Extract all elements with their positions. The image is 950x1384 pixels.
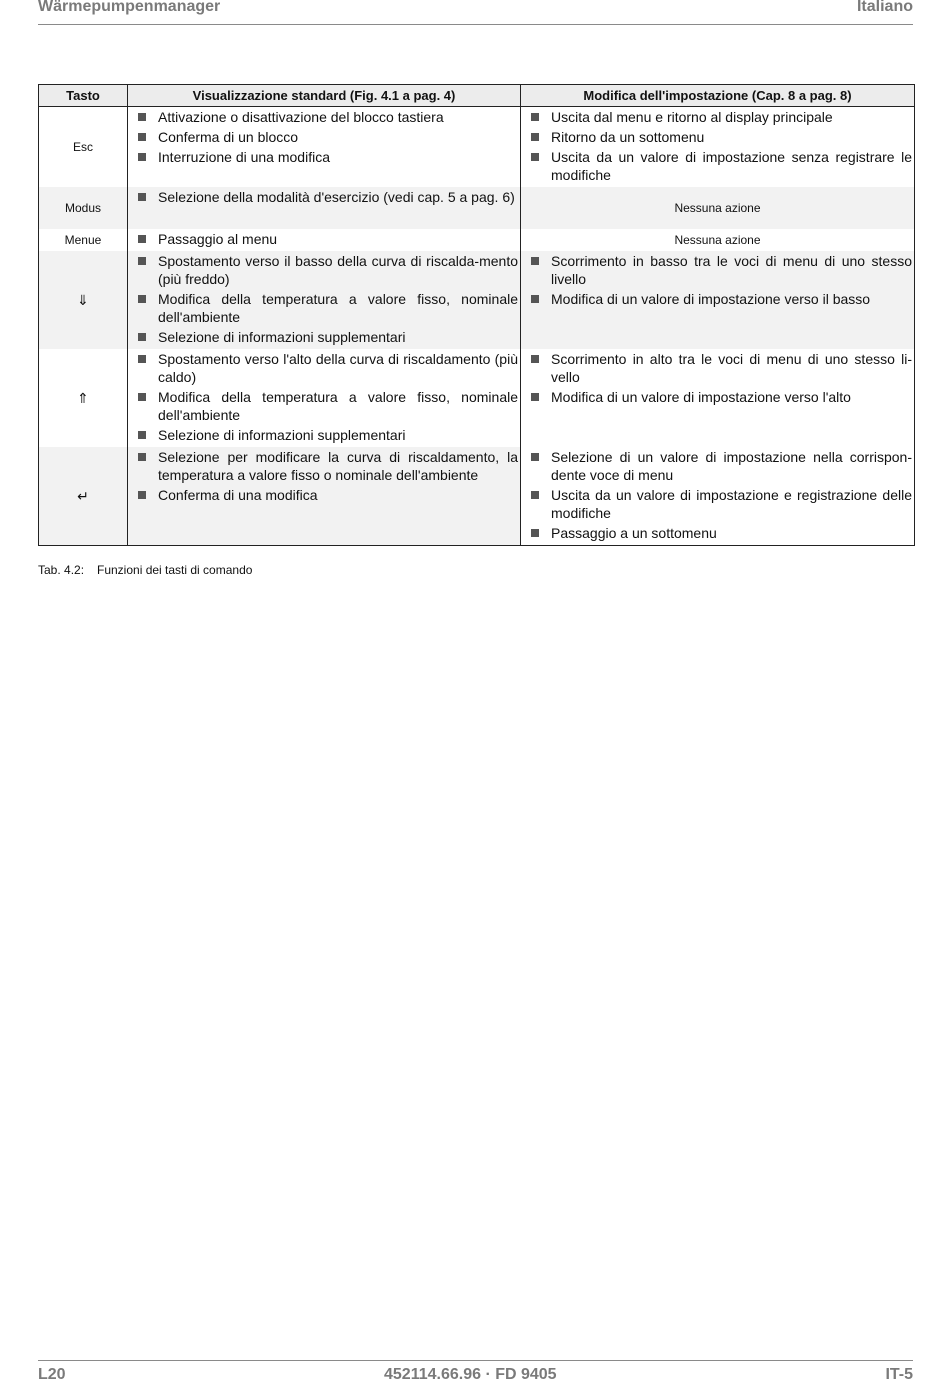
- table-row-modus: [39, 187, 915, 229]
- list-item: Passaggio al menu: [136, 230, 518, 248]
- list-item: Scorrimento in alto tra le voci di menu di uno stesso li-vello: [529, 350, 912, 386]
- list-item: Spostamento verso il basso della curva di riscalda-mento (più freddo): [136, 252, 518, 288]
- list-item: Modifica di un valore di impostazione verso l'alto: [529, 388, 912, 406]
- column-header-setting: Modifica dell'impostazione (Cap. 8 a pag. 8): [521, 85, 915, 107]
- table-row-up: [39, 349, 915, 447]
- standard-cell: [128, 251, 521, 349]
- header-language: Italiano: [856, 0, 913, 15]
- arrow-down-icon: ⇓: [39, 251, 128, 349]
- key-label: Menue: [39, 229, 128, 251]
- table-row-down: [39, 251, 915, 349]
- standard-cell: [128, 349, 521, 447]
- setting-cell: [521, 107, 915, 188]
- setting-cell: [521, 251, 915, 349]
- standard-cell: [128, 447, 521, 546]
- list-item: Modifica della temperatura a valore fisso, nominale dell'ambiente: [136, 388, 518, 424]
- caption-number: Tab. 4.2:: [38, 563, 85, 577]
- list-item: Uscita da un valore di impostazione senza registrare le modifiche: [529, 148, 912, 184]
- list-item: Modifica di un valore di impostazione verso il basso: [529, 290, 912, 308]
- caption-text: Funzioni dei tasti di comando: [97, 563, 253, 577]
- list-item: Scorrimento in basso tra le voci di menu di uno stesso livello: [529, 252, 912, 288]
- list-item: Uscita da un valore di impostazione e registrazione delle modifiche: [529, 486, 912, 522]
- list-item: Modifica della temperatura a valore fisso, nominale dell'ambiente: [136, 290, 518, 326]
- footer-document-number: 452114.66.96 · FD 9405: [384, 1366, 557, 1383]
- setting-cell: [521, 349, 915, 447]
- list-item: Conferma di una modifica: [136, 486, 518, 504]
- column-header-standard: Visualizzazione standard (Fig. 4.1 a pag. 4): [128, 85, 521, 107]
- list-item: Passaggio a un sottomenu: [529, 524, 912, 542]
- key-functions-table: [38, 84, 915, 546]
- list-item: Ritorno da un sottomenu: [529, 128, 912, 146]
- list-item: Attivazione o disattivazione del blocco tastiera: [136, 108, 518, 126]
- key-label: Modus: [39, 187, 128, 229]
- arrow-up-icon: ⇑: [39, 349, 128, 447]
- table-row-esc: [39, 107, 915, 188]
- setting-cell-none: Nessuna azione: [521, 229, 915, 251]
- table-row-menue: [39, 229, 915, 251]
- page-header: [38, 0, 913, 25]
- header-title: Wärmepumpenmanager: [38, 0, 221, 15]
- list-item: Conferma di un blocco: [136, 128, 518, 146]
- setting-cell-none: Nessuna azione: [521, 187, 915, 229]
- table-header-row: [39, 85, 915, 107]
- standard-cell: [128, 229, 521, 251]
- page-footer: [38, 1360, 913, 1383]
- list-item: Interruzione di una modifica: [136, 148, 518, 166]
- list-item: Selezione di informazioni supplementari: [136, 426, 518, 444]
- list-item: Spostamento verso l'alto della curva di riscaldamento (più caldo): [136, 350, 518, 386]
- list-item: Uscita dal menu e ritorno al display principale: [529, 108, 912, 126]
- footer-model: L20: [38, 1366, 66, 1383]
- table-row-enter: [39, 447, 915, 546]
- list-item: Selezione di informazioni supplementari: [136, 328, 518, 346]
- list-item: Selezione di un valore di impostazione nella corrispon-dente voce di menu: [529, 448, 912, 484]
- column-header-key: Tasto: [39, 85, 128, 107]
- enter-icon: ↵: [39, 447, 128, 546]
- list-item: Selezione per modificare la curva di riscaldamento, la temperatura a valore fisso o nominale dell'ambiente: [136, 448, 518, 484]
- standard-cell: [128, 107, 521, 188]
- list-item: Selezione della modalità d'esercizio (vedi cap. 5 a pag. 6): [136, 188, 518, 206]
- key-label: Esc: [39, 107, 128, 188]
- standard-cell: [128, 187, 521, 229]
- setting-cell: [521, 447, 915, 546]
- footer-page-number: IT-5: [885, 1366, 913, 1383]
- table-caption: [38, 563, 252, 577]
